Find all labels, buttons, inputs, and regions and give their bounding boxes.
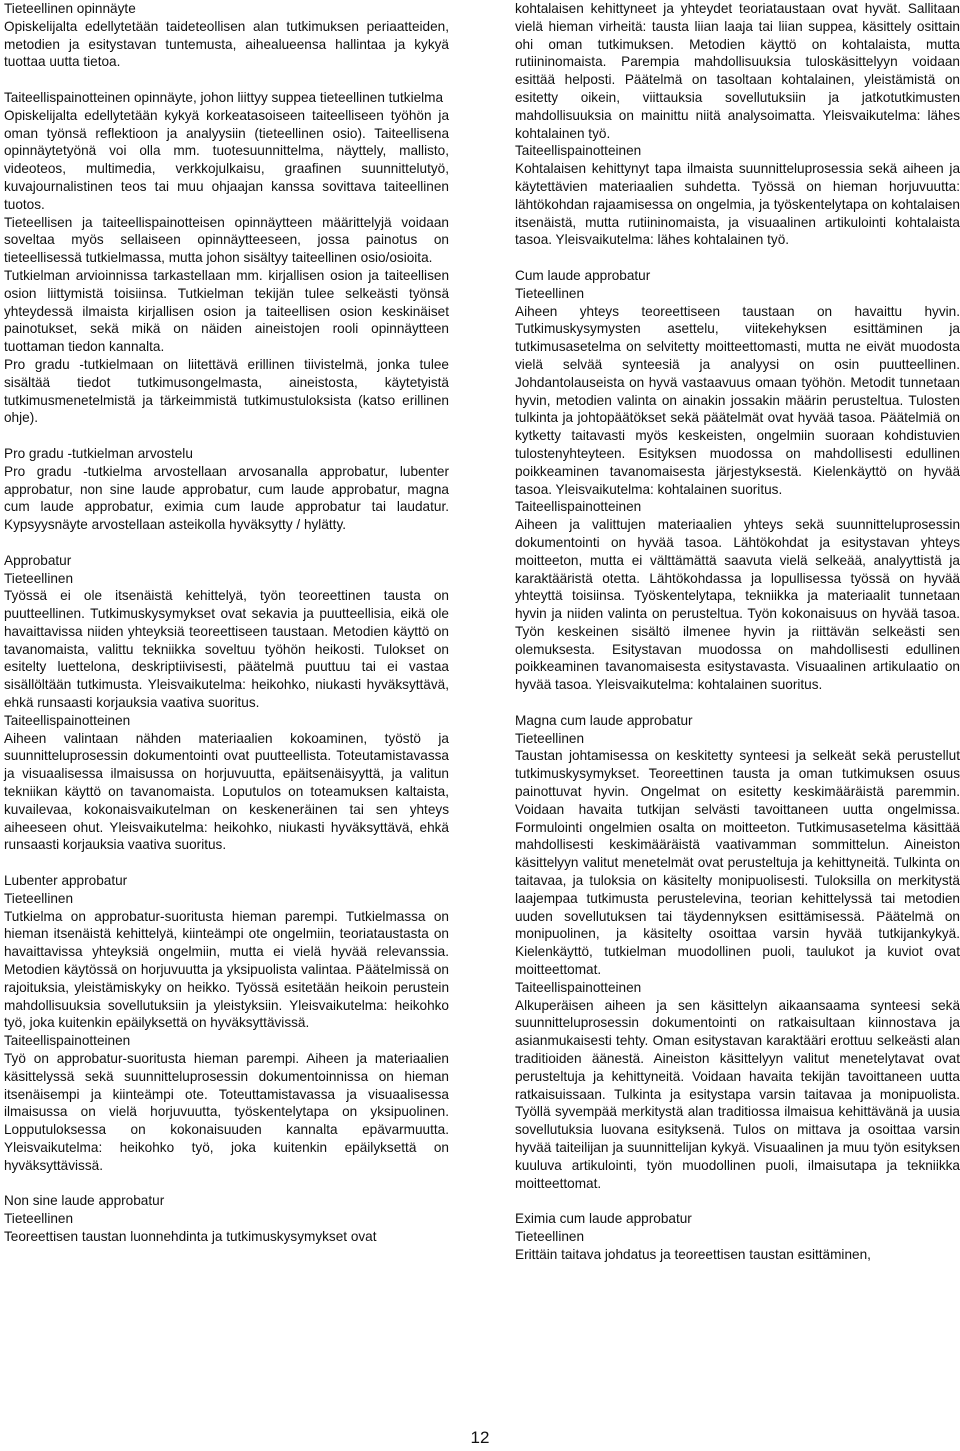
right-text-column xyxy=(515,0,960,1264)
paragraph-spacer xyxy=(4,1175,449,1193)
paragraph-spacer xyxy=(515,694,960,712)
paragraph: Tieteellinen xyxy=(515,730,585,746)
paragraph: Tieteellinen xyxy=(515,1228,585,1244)
paragraph: kohtalaisen kehittyneet ja yhteydet teoriataustaan ovat hyvät. Sallitaan vielä hieman virheitä: tausta liian laaja tai liian suppea, käsittely osittain ohi oman tutkimuksen. Metodien käyttö on kohtalaista, mutta rutiininomaista. Parempia mahdollisuuksia tuloskäsittelyyn voidaan esittää helposti. Päätelmä on tasoltaan kohtalainen, yleistämistä on esitetty oikein, viittauksia sovellutuksiin ja jatkotutkimusten mahdollisuuksia on mainittu niitä analysoimatta. Yleisvaikutelma: lähes kohtalainen työ. xyxy=(515,1,960,141)
paragraph: Taiteellispainotteinen xyxy=(515,143,642,159)
paragraph: Non sine laude approbatur xyxy=(4,1193,165,1209)
paragraph: Aiheen valintaan nähden materiaalien kokoaminen, työstö ja suunnitteluprosessin dokumentointi ovat puutteellista. Toteutamistavassa ja visuaalisessa ilmaisussa on horjuvuutta, epäitsenäisyyttä, ja valitun tekniikan käyttö on tavanomaista. Loputulos on toteamuksen kaltaista, kuvailevaa, kokonaisvaikutelman on keskeneräinen tai sen yhteys aiheeseen ohut. Yleisvaikutelma: heikohko, niukasti hyväksyttävä, ehkä runsaasti korjauksia vaativa suoritus. xyxy=(4,730,449,853)
paragraph: Lubenter approbatur xyxy=(4,873,128,889)
paragraph-spacer xyxy=(4,427,449,445)
paragraph: Aiheen yhteys teoreettiseen taustaan on havaittu hyvin. Tutkimuskysymysten asettelu, viitekehyksen esittäminen ja tutkimusasetelma on selvitetty moitteettomasti, mutta ne eivät muodosta vielä selvää synteesiä ja analyysi on osin puutteellinen. Johdantolauseista on hyvä vastaavuus omaan työhön. Metodit tunnetaan hyvin, metodien valinta on ainakin jossakin määrin perusteltua. Tulosten tulkinta ja johtopäätökset sekä päätelmät ovat hyvää tasoa. Päätelmiä on kytketty taitavasti myös keskeisten, ongelmiin suoraan kohdistuvien tulostenyhteyteen. Esityksen muodossa on mahdollisesti edullinen poikkeaminen tavanomaisesta järjestyksestä. Kielenkäyttö on hyvää tasoa. Yleisvaikutelma: kohtalainen suoritus. xyxy=(515,303,960,497)
paragraph: Kohtalaisen kehittynyt tapa ilmaista suunnitteluprosessia sekä aiheen ja käytettävien materiaalien suhdetta. Työssä on hieman horjuvuutta: lähtökohdan rajaamisessa on ongelmia, ja työskentelytapa on kohtalaisen itsenäistä, mutta rutiininomaista, ja visuaalinen artikulointi kohtalaista tasoa. Yleisvaikutelma: lähes kohtalainen työ. xyxy=(515,161,960,248)
paragraph: Cum laude approbatur xyxy=(515,267,651,283)
paragraph: Työ on approbatur-suoritusta hieman parempi. Aiheen ja materiaalien käsittelyssä sekä suunnitteluprosessin dokumentoinnissa on hieman itsenäisempi ja kiinteämpi ote. Toteuttamistavassa ja visuaalisessa ilmaisussa on vielä horjuvuutta, työskentelytapa on yksipuolinen. Lopputuloksessa on kokonaisuuden kannalta epävarmuutta. Yleisvaikutelma: heikohko työ, joka kuitenkin epäilyksettä on hyväksyttävissä. xyxy=(4,1051,449,1173)
paragraph: Taustan johtamisessa on keskitetty synteesi ja selkeät sekä perustellut tutkimuskysymykset. Teoreettinen tausta ja oman tutkimuksen osuus painottuvat hyvin. Ongelmat on esitetty keskimääräistä paremmin. Voidaan havaita tutkijan selvästi tavoittaneen uutta ongelmissa. Formulointi ongelmien osalta on moitteeton. Tutkimusasetelma käsittää mahdollisesti keskimääräistä vaativamman sommittelun. Aineiston käsittelyyn valitut menetelmät ovat perusteltuja ja kehittyneitä. Tulkinta on taitavaa, ja tuloksia on käsitelty monipuolisesti. Tuloksilla on merkitystä laajempaa tutkimusta perustelevina, teorian kehittelyssä tai metodien uuden sovellutuksen tai täydennyksen esittämisessä. Päätelmä on monipuolinen, ja käsitelty osoittaa varsin hyvää tutkijankykyä. Kielenkäyttö, tutkielman muodollinen puoli, taulukot ja kuviot ovat moitteettomat. xyxy=(515,748,960,978)
paragraph-spacer xyxy=(4,854,449,872)
paragraph: Tieteellinen opinnäyte xyxy=(4,1,136,16)
paragraph: Erittäin taitava johdatus ja teoreettisen taustan esittäminen, xyxy=(515,1246,871,1262)
paragraph: Työssä ei ole itsenäistä kehittelyä, työn teoreettinen tausta on puutteellinen. Tutkimuskysymykset ovat sekavia ja puutteellisia, eikä ole havaittavissa niiden yhteyksiä teoreettiseen taustaan. Metodien käyttö on tavanomaista, valittu tekniikka soveltuu työhön heikosti. Tulokset on esitelty luettelona, deskriptiivisesti, päätelmä puuttuu tai ei vastaa sisällöltään tutkimusta. Yleisvaikutelma: heikohko, niukasti hyväksyttävä, ehkä runsaasti korjauksia vaativa suoritus. xyxy=(4,588,449,711)
paragraph: Aiheen ja valittujen materiaalien yhteys sekä suunnitteluprosessin dokumentointi on hyvää tasoa. Lähtökohdat ja esitystavan yhteys moitteeton, mutta ei välttämättä saavuta vielä selkeää, analyyttistä ja karaktääristä otetta. Lähtökohdassa ja lopullisessa työssä on hyvää yhteyttä toisiinsa. Työskentelytapa, tekniikka ja materiaalit tunnetaan hyvin ja niiden valinta on perusteltua. Työn kokonaisuus on hyvää tasoa. Työn keskeinen sisältö ilmenee hyvin ja riittävän selkeästi sen olemuksesta. Esitystavan muodossa on mahdollisesti edullinen poikkeaminen tavanomaisesta esitystavasta. Visuaalinen artikulaatio on hyvää tasoa. Yleisvaikutelma: kohtalainen suoritus. xyxy=(515,517,960,693)
paragraph: Taiteellispainotteinen xyxy=(515,499,642,515)
paragraph: Alkuperäisen aiheen ja sen käsittelyn aikaansaama synteesi sekä suunnitteluprosessin dokumentointi on ratkaisultaan kiinnostava ja asianmukaisesti tehty. Oman esitystavan karaktääri erottuu selkeästi alan traditioiden äänestä. Aineiston käsittelyyn valitut menetelytavat ovat perusteltuja ja kehittyneitä. Voidaan havaita tekijän tavoittaneen uutta ratkaisuissaan. Tulkinta ja esitystapa varsin taitavaa ja monipuolista. Työllä syvempää merkitystä alan traditiossa ilmaisua kehittävänä ja uusia sovellutuksia luovana esityksenä. Tulos on mittava ja osoittaa varsin hyvää taiteilijan ja suunnittelijan kykyä. Visuaalinen ja muu työn esityksen kuuluva artikulointi, työn muodollinen puoli, ilmaisutapa ja tekniikka moitteettomat. xyxy=(515,997,960,1191)
paragraph: Taiteellispainotteinen opinnäyte, johon liittyy suppea tieteellinen tutkielma xyxy=(4,89,444,105)
paragraph: Tieteellinen xyxy=(4,890,74,906)
paragraph: Magna cum laude approbatur xyxy=(515,712,693,728)
paragraph: Tieteellinen xyxy=(515,285,585,301)
paragraph: Tieteellinen xyxy=(4,570,74,586)
paragraph: Tieteellisen ja taiteellispainotteisen opinnäytteen määrittelyjä voidaan soveltaa myös sellaiseen opinnäytteeseen, jossa painotus on tieteellisessä tutkielmassa, mutta johon sisältyy taiteellinen osio/osioita. xyxy=(4,214,449,266)
paragraph-spacer xyxy=(4,534,449,552)
paragraph: Pro gradu -tutkielman arvostelu xyxy=(4,445,193,461)
paragraph: Approbatur xyxy=(4,552,72,568)
paragraph-spacer xyxy=(515,1192,960,1210)
paragraph: Teoreettisen taustan luonnehdinta ja tutkimuskysymykset ovat xyxy=(4,1228,377,1244)
paragraph: Tieteellinen xyxy=(4,1211,74,1227)
left-text-column xyxy=(4,0,449,1246)
paragraph-spacer xyxy=(4,71,449,89)
page-number: 12 xyxy=(470,1428,490,1447)
paragraph: Tutkielma on approbatur-suoritusta hieman parempi. Tutkielmassa on hieman itsenäistä kehittelyä, kiinteämpi ote ongelmiin, teoriataustasta on havaittavissa yhteyksiä ongelmiin, mutta ei vielä hyvää relevanssia. Metodien käytössä on horjuvuutta ja yksipuolista valintaa. Päätelmissä on rajoituksia, yleistämiskyky on heikko. Työssä esitetään heikoin perustein mahdollisuuksia sovellutuksiin ja yleistyksiin. Yleisvaikutelma: heikohko työ, joka kuitenkin epäilyksettä on hyväksyttävissä. xyxy=(4,908,449,1031)
paragraph: Taiteellispainotteinen xyxy=(4,1033,131,1049)
paragraph: Opiskelijalta edellytetään taideteollisen alan tutkimuksen periaatteiden, metodien ja esitystavan tuntemusta, aihealueensa hallintaa ja kykyä tuottaa uutta tietoa. xyxy=(4,18,449,70)
paragraph-spacer xyxy=(515,249,960,267)
paragraph: Taiteellispainotteinen xyxy=(515,979,642,995)
paragraph: Pro gradu -tutkielmaan on liitettävä erillinen tiivistelmä, jonka tulee sisältää tiedot tutkimusongelmasta, aineistosta, käytetyistä tutkimusmenetelmistä ja tärkeimmistä tutkimustuloksista (katso erillinen ohje). xyxy=(4,356,449,426)
paragraph: Pro gradu -tutkielma arvostellaan arvosanalla approbatur, lubenter approbatur, non sine laude approbatur, cum laude approbatur, magna cum laude approbatur, eximia cum laude approbatur tai laudatur. Kypsyysnäyte arvostellaan asteikolla hyväksytty / hylätty. xyxy=(4,463,449,533)
paragraph: Taiteellispainotteinen xyxy=(4,712,131,728)
paragraph: Eximia cum laude approbatur xyxy=(515,1211,692,1227)
paragraph: Opiskelijalta edellytetään kykyä korkeatasoiseen taiteelliseen työhön ja oman työnsä reflektioon ja analyysiin (tieteellinen osio). Taiteellisena opinnäytetyönä voi olla mm. tuotesuunnittelma, näyttely, mallisto, videoteos, multimedia, verkkojulkaisu, graafinen suunnittelutyö, kuvajournalistinen teos tai muu ohjaajan kanssa sovittava taiteellinen tuotos. xyxy=(4,107,449,212)
paragraph: Tutkielman arvioinnissa tarkastellaan mm. kirjallisen osion ja taiteellisen osion liittymistä toisiinsa. Tutkielman tekijän tulee selkeästi työnsä yhteydessä ilmaista kirjallisen osion ja taiteellisen osion keskinäiset painotukset, sekä mikä on näiden aineistojen rooli opinnäytteen tuottaman tiedon kannalta. xyxy=(4,267,449,355)
